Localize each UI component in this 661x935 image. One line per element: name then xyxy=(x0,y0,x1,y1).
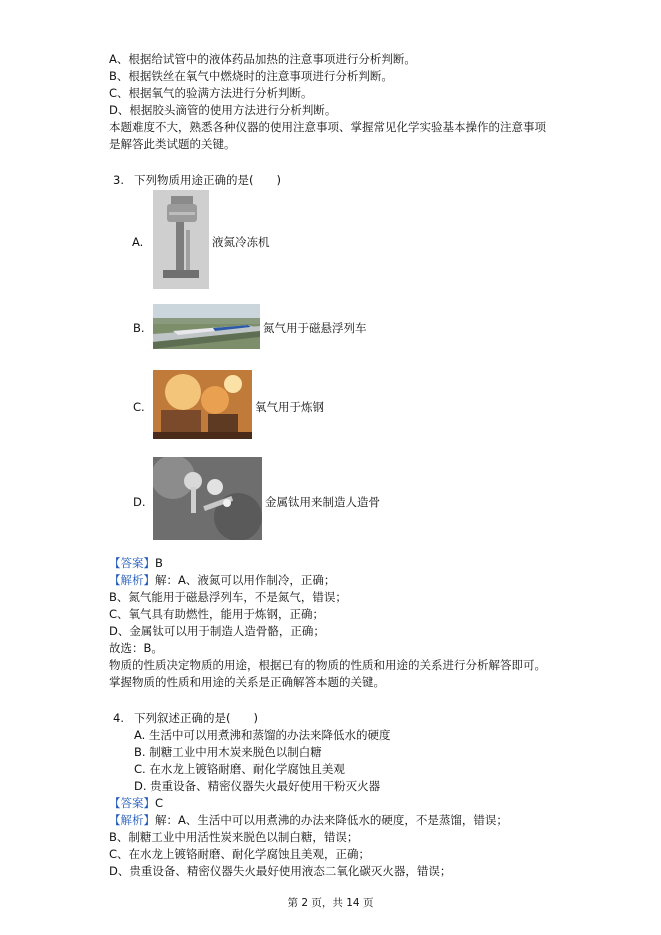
analysis-line: B、制糖工业中用活性炭来脱色以制白糖，错误； xyxy=(109,830,359,844)
explanation-line: D、根据胶头滴管的使用方法进行分析判断。 xyxy=(109,103,337,117)
analysis-line: C、氧气具有助燃性，能用于炼钢，正确； xyxy=(109,607,325,621)
explanation-line: C、根据氧气的验满方法进行分析判断。 xyxy=(109,86,313,100)
maglev-train-photo xyxy=(153,304,260,349)
analysis-line xyxy=(109,812,508,828)
option-text: 金属钛用来制造人造骨 xyxy=(265,495,380,509)
question-stem: 下列叙述正确的是( ) xyxy=(134,711,258,725)
answer-tag: 【答案】 xyxy=(109,796,155,810)
answer-value: C xyxy=(155,796,164,810)
option-letter: B. xyxy=(133,321,145,335)
explanation-line: 是解答此类试题的关键。 xyxy=(109,137,236,151)
question-stem: 下列物质用途正确的是( ) xyxy=(134,173,281,187)
option-text: 液氮冷冻机 xyxy=(212,235,270,249)
question-number: 4. xyxy=(113,711,124,725)
answer-tag: 【答案】 xyxy=(109,556,155,570)
analysis-line xyxy=(109,572,335,588)
option-line: D. 贵重设备、精密仪器失火最好使用干粉灭火器 xyxy=(134,779,381,793)
explanation-line: A、根据给试管中的液体药品加热的注意事项进行分析判断。 xyxy=(109,52,416,66)
analysis-line: 掌握物质的性质和用途的关系是正确解答本题的关键。 xyxy=(109,675,385,689)
option-letter: A. xyxy=(132,235,144,249)
analysis-line: B、氮气能用于磁悬浮列车，不是氮气，错误； xyxy=(109,590,347,604)
steelmaking-photo xyxy=(153,370,252,439)
analysis-line: 物质的性质决定物质的用途，根据已有的物质的性质和用途的关系进行分析解答即可。 xyxy=(109,658,546,672)
analysis-line: D、贵重设备、精密仪器失火最好使用液态二氧化碳灭火器，错误； xyxy=(109,864,452,878)
explanation-line: 本题难度不大，熟悉各种仪器的使用注意事项、掌握常见化学实验基本操作的注意事项 xyxy=(109,120,546,134)
answer-line xyxy=(109,795,163,811)
page-footer: 第 2 页，共 14 页 xyxy=(287,897,374,909)
analysis-line: C、在水龙上镀铬耐磨、耐化学腐蚀且美观，正确； xyxy=(109,847,371,861)
option-line: A. 生活中可以用煮沸和蒸馏的办法来降低水的硬度 xyxy=(134,728,391,742)
analysis-text: 解：A、生活中可以用煮沸的办法来降低水的硬度，不是蒸馏，错误； xyxy=(155,813,508,827)
titanium-bone-xray-photo xyxy=(153,457,262,540)
option-letter: D. xyxy=(133,495,146,509)
option-letter: C. xyxy=(133,400,145,414)
answer-line xyxy=(109,555,163,571)
option-text: 氮气用于磁悬浮列车 xyxy=(263,321,367,335)
analysis-line: 故选：B。 xyxy=(109,641,163,655)
answer-value: B xyxy=(155,556,163,570)
question-number: 3. xyxy=(113,173,124,187)
refrigeration-machine-photo xyxy=(153,190,209,289)
option-line: B. 制糖工业中用木炭来脱色以制白糖 xyxy=(134,745,322,759)
analysis-line: D、金属钛可以用于制造人造骨骼，正确； xyxy=(109,624,325,638)
analysis-tag: 【解析】 xyxy=(109,813,155,827)
analysis-tag: 【解析】 xyxy=(109,573,155,587)
explanation-line: B、根据铁丝在氧气中燃烧时的注意事项进行分析判断。 xyxy=(109,69,393,83)
option-text: 氧气用于炼钢 xyxy=(255,400,324,414)
option-line: C. 在水龙上镀铬耐磨、耐化学腐蚀且美观 xyxy=(134,762,345,776)
analysis-text: 解：A、液氮可以用作制冷，正确； xyxy=(155,573,336,587)
